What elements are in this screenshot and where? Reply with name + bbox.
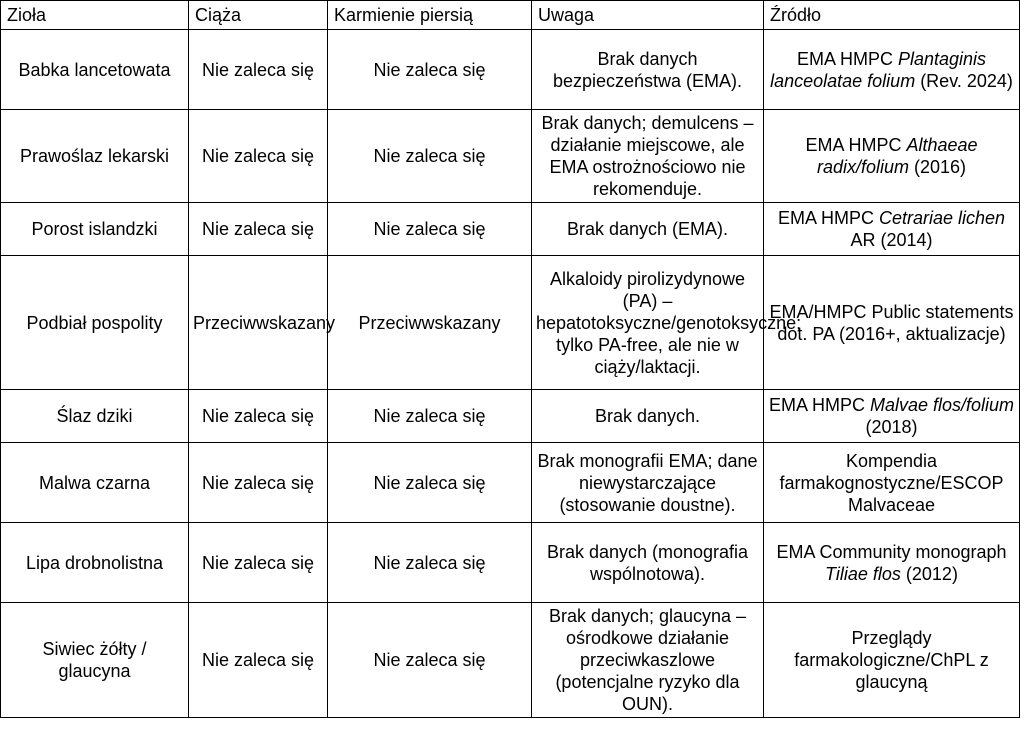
- header-pregnancy: Ciąża: [189, 1, 328, 30]
- cell-pregnancy: Nie zaleca się: [189, 603, 328, 718]
- cell-pregnancy: Nie zaleca się: [189, 443, 328, 523]
- source-post: AR (2014): [850, 230, 933, 250]
- table-row: [1, 30, 1020, 110]
- source-post: (2012): [900, 563, 958, 584]
- cell-herb: Babka lancetowata: [1, 30, 189, 110]
- cell-source: [764, 30, 1020, 110]
- header-herb: Zioła: [1, 1, 189, 30]
- cell-note: Brak danych; demulcens – działanie miejscowe, ale EMA ostrożnościowo nie rekomenduje.: [532, 110, 764, 203]
- cell-lactation: Nie zaleca się: [328, 443, 532, 523]
- source-pre: EMA HMPC: [796, 48, 898, 69]
- table-row: [1, 443, 1020, 523]
- cell-source: [764, 203, 1020, 256]
- cell-lactation: Nie zaleca się: [328, 110, 532, 203]
- cell-lactation: Nie zaleca się: [328, 390, 532, 443]
- source-pre: EMA HMPC: [768, 395, 870, 415]
- source-pre: EMA HMPC: [777, 208, 879, 228]
- table-row: [1, 603, 1020, 718]
- cell-lactation: Nie zaleca się: [328, 523, 532, 603]
- source-it: Cetrariae lichen: [878, 208, 1006, 228]
- cell-lactation: Nie zaleca się: [328, 603, 532, 718]
- cell-herb: Podbiał pospolity: [1, 256, 189, 390]
- cell-herb: Ślaz dziki: [1, 390, 189, 443]
- cell-lactation: Przeciwwskazany: [328, 256, 532, 390]
- cell-note: Brak monografii EMA; dane niewystarczające (stosowanie doustne).: [532, 443, 764, 523]
- cell-herb: Prawoślaz lekarski: [1, 110, 189, 203]
- cell-note: Brak danych.: [532, 390, 764, 443]
- source-it: Althaeae radix/folium: [816, 135, 978, 177]
- header-lactation: Karmienie piersią: [328, 1, 532, 30]
- cell-source: [764, 390, 1020, 443]
- cell-pregnancy: Nie zaleca się: [189, 110, 328, 203]
- cell-lactation: Nie zaleca się: [328, 30, 532, 110]
- cell-lactation: Nie zaleca się: [328, 203, 532, 256]
- source-it: Malvae flos/folium: [869, 395, 1015, 415]
- cell-source: [764, 443, 1020, 523]
- cell-source: [764, 523, 1020, 603]
- cell-source: [764, 256, 1020, 390]
- table-row: [1, 110, 1020, 203]
- table-row: [1, 523, 1020, 603]
- header-note: Uwaga: [532, 1, 764, 30]
- cell-herb: Siwiec żółty / glaucyna: [1, 603, 189, 718]
- cell-herb: Porost islandzki: [1, 203, 189, 256]
- cell-pregnancy: Nie zaleca się: [189, 523, 328, 603]
- header-source: Źródło: [764, 1, 1020, 30]
- cell-note: Brak danych bezpieczeństwa (EMA).: [532, 30, 764, 110]
- source-it: Plantaginis lanceolatae folium: [770, 48, 987, 91]
- cell-pregnancy: Nie zaleca się: [189, 30, 328, 110]
- table-row: [1, 256, 1020, 390]
- cell-herb: Malwa czarna: [1, 443, 189, 523]
- source-pre: Przeglądy farmakologiczne/ChPL z glaucyną: [794, 628, 989, 692]
- cell-pregnancy: Przeciwwskazany: [189, 256, 328, 390]
- source-post: (2018): [865, 417, 918, 437]
- cell-note: Alkaloidy pirolizydynowe (PA) – hepatotoksyczne/genotoksyczne; tylko PA-free, ale nie w ciąży/laktacji.: [532, 256, 764, 390]
- source-post: (2016): [908, 157, 967, 177]
- cell-note: Brak danych (EMA).: [532, 203, 764, 256]
- source-pre: EMA HMPC: [805, 135, 907, 155]
- cell-note: Brak danych (monografia wspólnotowa).: [532, 523, 764, 603]
- table-row: [1, 390, 1020, 443]
- cell-pregnancy: Nie zaleca się: [189, 390, 328, 443]
- cell-note: Brak danych; glaucyna – ośrodkowe działanie przeciwkaszlowe (potencjalne ryzyko dla OUN).: [532, 603, 764, 718]
- cell-source: [764, 603, 1020, 718]
- cell-pregnancy: Nie zaleca się: [189, 203, 328, 256]
- source-it: Tiliae flos: [825, 563, 901, 584]
- cell-herb: Lipa drobnolistna: [1, 523, 189, 603]
- cell-source: [764, 110, 1020, 203]
- source-post: (Rev. 2024): [915, 70, 1013, 91]
- source-pre: EMA/HMPC Public statements dot. PA (2016+, aktualizacje): [769, 301, 1014, 344]
- table-row: [1, 203, 1020, 256]
- source-pre: Kompendia farmakognostyczne/ESCOP Malvaceae: [779, 450, 1004, 515]
- header-row: [1, 1, 1020, 30]
- source-pre: EMA Community monograph: [776, 541, 1007, 562]
